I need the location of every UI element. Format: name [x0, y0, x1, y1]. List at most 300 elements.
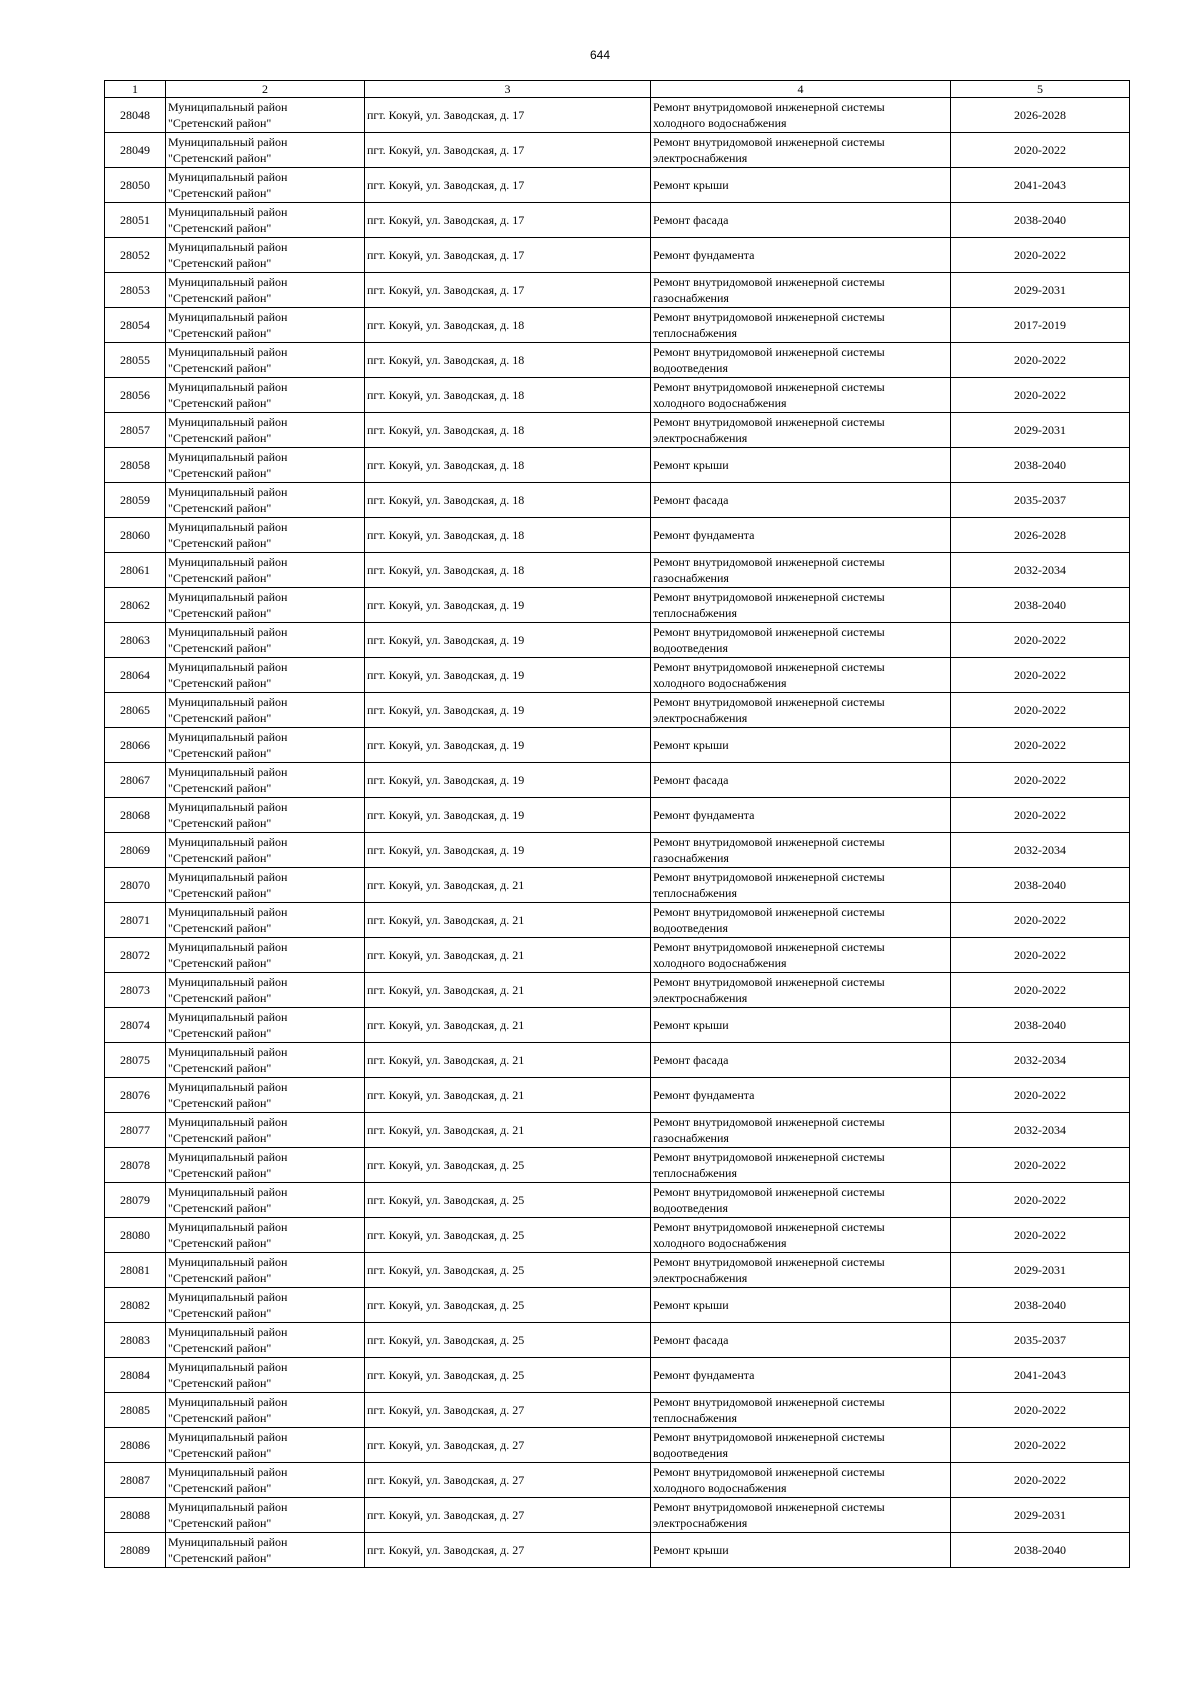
address-cell: пгт. Кокуй, ул. Заводская, д. 18: [365, 413, 651, 448]
work-type-line: Ремонт внутридомовой инженерной системы: [653, 870, 885, 884]
work-type-line: Ремонт внутридомовой инженерной системы: [653, 1255, 885, 1269]
address-cell: пгт. Кокуй, ул. Заводская, д. 19: [365, 798, 651, 833]
district-cell: [166, 98, 365, 133]
district-cell: [166, 1078, 365, 1113]
work-type-line: газоснабжения: [653, 571, 729, 585]
work-type-line: Ремонт внутридомовой инженерной системы: [653, 660, 885, 674]
address-cell: пгт. Кокуй, ул. Заводская, д. 17: [365, 238, 651, 273]
district-cell: [166, 728, 365, 763]
period-cell: 2038-2040: [951, 203, 1130, 238]
district-cell: [166, 273, 365, 308]
table-row: [105, 378, 1130, 413]
period-cell: 2017-2019: [951, 308, 1130, 343]
table-row: [105, 1043, 1130, 1078]
district-cell: [166, 1253, 365, 1288]
row-number-cell: 28058: [105, 448, 166, 483]
work-type-line: Ремонт фасада: [653, 493, 729, 507]
district-line: "Сретенский район": [168, 1306, 272, 1320]
table-row: [105, 448, 1130, 483]
work-type-cell: [651, 273, 951, 308]
period-cell: 2035-2037: [951, 483, 1130, 518]
period-cell: 2020-2022: [951, 378, 1130, 413]
district-line: "Сретенский район": [168, 1271, 272, 1285]
district-cell: [166, 238, 365, 273]
row-number-cell: 28065: [105, 693, 166, 728]
address-cell: пгт. Кокуй, ул. Заводская, д. 21: [365, 1078, 651, 1113]
work-type-line: холодного водоснабжения: [653, 1481, 787, 1495]
work-type-line: Ремонт фасада: [653, 213, 729, 227]
work-type-cell: [651, 203, 951, 238]
table-row: [105, 1113, 1130, 1148]
district-line: "Сретенский район": [168, 641, 272, 655]
table-row: [105, 273, 1130, 308]
row-number-cell: 28067: [105, 763, 166, 798]
address-cell: пгт. Кокуй, ул. Заводская, д. 18: [365, 308, 651, 343]
work-type-line: теплоснабжения: [653, 886, 737, 900]
work-type-line: Ремонт внутридомовой инженерной системы: [653, 625, 885, 639]
address-cell: пгт. Кокуй, ул. Заводская, д. 19: [365, 763, 651, 798]
district-line: Муниципальный район: [168, 1150, 288, 1164]
district-line: "Сретенский район": [168, 186, 272, 200]
district-cell: [166, 308, 365, 343]
work-type-cell: [651, 728, 951, 763]
work-type-line: Ремонт крыши: [653, 1298, 729, 1312]
work-type-cell: [651, 1498, 951, 1533]
work-type-cell: [651, 1323, 951, 1358]
work-type-line: Ремонт внутридомовой инженерной системы: [653, 940, 885, 954]
period-cell: 2020-2022: [951, 1078, 1130, 1113]
district-line: "Сретенский район": [168, 1131, 272, 1145]
work-type-cell: [651, 133, 951, 168]
period-cell: 2041-2043: [951, 168, 1130, 203]
district-cell: [166, 203, 365, 238]
district-line: "Сретенский район": [168, 956, 272, 970]
period-cell: 2020-2022: [951, 728, 1130, 763]
district-line: Муниципальный район: [168, 590, 288, 604]
work-type-cell: [651, 1078, 951, 1113]
table-row: [105, 763, 1130, 798]
district-line: Муниципальный район: [168, 555, 288, 569]
period-cell: 2020-2022: [951, 693, 1130, 728]
work-type-line: Ремонт внутридомовой инженерной системы: [653, 1115, 885, 1129]
work-type-cell: [651, 378, 951, 413]
district-line: "Сретенский район": [168, 256, 272, 270]
district-cell: [166, 553, 365, 588]
work-type-line: Ремонт фасада: [653, 1333, 729, 1347]
district-line: "Сретенский район": [168, 711, 272, 725]
address-cell: пгт. Кокуй, ул. Заводская, д. 21: [365, 938, 651, 973]
district-line: "Сретенский район": [168, 816, 272, 830]
period-cell: 2020-2022: [951, 623, 1130, 658]
work-type-cell: [651, 518, 951, 553]
row-number-cell: 28076: [105, 1078, 166, 1113]
work-type-cell: [651, 798, 951, 833]
table-row: [105, 658, 1130, 693]
work-type-line: Ремонт внутридомовой инженерной системы: [653, 380, 885, 394]
district-cell: [166, 693, 365, 728]
table-row: [105, 1533, 1130, 1568]
district-line: Муниципальный район: [168, 135, 288, 149]
district-line: Муниципальный район: [168, 1500, 288, 1514]
table-row: [105, 98, 1130, 133]
period-cell: 2020-2022: [951, 798, 1130, 833]
table-row: [105, 1498, 1130, 1533]
work-type-line: Ремонт внутридомовой инженерной системы: [653, 1500, 885, 1514]
table-row: [105, 1393, 1130, 1428]
row-number-cell: 28061: [105, 553, 166, 588]
period-cell: 2020-2022: [951, 763, 1130, 798]
work-type-line: газоснабжения: [653, 291, 729, 305]
period-cell: 2020-2022: [951, 903, 1130, 938]
address-cell: пгт. Кокуй, ул. Заводская, д. 25: [365, 1183, 651, 1218]
period-cell: 2020-2022: [951, 133, 1130, 168]
row-number-cell: 28079: [105, 1183, 166, 1218]
work-type-cell: [651, 238, 951, 273]
work-type-line: теплоснабжения: [653, 1411, 737, 1425]
address-cell: пгт. Кокуй, ул. Заводская, д. 17: [365, 168, 651, 203]
work-type-cell: [651, 1358, 951, 1393]
work-type-line: электроснабжения: [653, 151, 748, 165]
period-cell: 2035-2037: [951, 1323, 1130, 1358]
address-cell: пгт. Кокуй, ул. Заводская, д. 18: [365, 343, 651, 378]
district-line: "Сретенский район": [168, 536, 272, 550]
work-type-cell: [651, 1463, 951, 1498]
work-type-line: теплоснабжения: [653, 326, 737, 340]
row-number-cell: 28048: [105, 98, 166, 133]
district-line: Муниципальный район: [168, 695, 288, 709]
work-type-cell: [651, 1183, 951, 1218]
period-cell: 2032-2034: [951, 833, 1130, 868]
row-number-cell: 28088: [105, 1498, 166, 1533]
district-line: "Сретенский район": [168, 921, 272, 935]
row-number-cell: 28082: [105, 1288, 166, 1323]
table-row: [105, 308, 1130, 343]
table-row: [105, 413, 1130, 448]
address-cell: пгт. Кокуй, ул. Заводская, д. 27: [365, 1498, 651, 1533]
work-type-line: холодного водоснабжения: [653, 116, 787, 130]
district-line: "Сретенский район": [168, 1551, 272, 1565]
period-cell: 2029-2031: [951, 273, 1130, 308]
district-line: Муниципальный район: [168, 835, 288, 849]
district-line: Муниципальный район: [168, 310, 288, 324]
work-type-cell: [651, 308, 951, 343]
work-type-line: Ремонт внутридомовой инженерной системы: [653, 1430, 885, 1444]
work-type-cell: [651, 1393, 951, 1428]
table-row: [105, 798, 1130, 833]
work-type-line: электроснабжения: [653, 1271, 748, 1285]
district-cell: [166, 1008, 365, 1043]
address-cell: пгт. Кокуй, ул. Заводская, д. 19: [365, 623, 651, 658]
district-cell: [166, 343, 365, 378]
row-number-cell: 28066: [105, 728, 166, 763]
district-cell: [166, 588, 365, 623]
table-row: [105, 623, 1130, 658]
row-number-cell: 28070: [105, 868, 166, 903]
address-cell: пгт. Кокуй, ул. Заводская, д. 21: [365, 1008, 651, 1043]
table-row: [105, 343, 1130, 378]
address-cell: пгт. Кокуй, ул. Заводская, д. 21: [365, 1113, 651, 1148]
work-type-cell: [651, 658, 951, 693]
work-type-line: Ремонт фундамента: [653, 1368, 755, 1382]
table-row: [105, 1218, 1130, 1253]
work-type-cell: [651, 483, 951, 518]
work-type-line: Ремонт фасада: [653, 773, 729, 787]
work-type-line: электроснабжения: [653, 711, 748, 725]
table-row: [105, 1323, 1130, 1358]
row-number-cell: 28053: [105, 273, 166, 308]
work-type-cell: [651, 448, 951, 483]
work-type-cell: [651, 1533, 951, 1568]
district-line: Муниципальный район: [168, 345, 288, 359]
district-cell: [166, 1148, 365, 1183]
table-row: [105, 903, 1130, 938]
row-number-cell: 28051: [105, 203, 166, 238]
district-line: "Сретенский район": [168, 431, 272, 445]
work-type-line: водоотведения: [653, 641, 728, 655]
row-number-cell: 28073: [105, 973, 166, 1008]
district-line: "Сретенский район": [168, 1376, 272, 1390]
district-line: "Сретенский район": [168, 116, 272, 130]
district-line: "Сретенский район": [168, 151, 272, 165]
work-type-cell: [651, 553, 951, 588]
work-type-cell: [651, 1148, 951, 1183]
table-row: [105, 1428, 1130, 1463]
work-type-cell: [651, 168, 951, 203]
row-number-cell: 28083: [105, 1323, 166, 1358]
work-type-line: теплоснабжения: [653, 1166, 737, 1180]
district-cell: [166, 623, 365, 658]
work-type-line: теплоснабжения: [653, 606, 737, 620]
row-number-cell: 28081: [105, 1253, 166, 1288]
table-row: [105, 483, 1130, 518]
district-line: "Сретенский район": [168, 1236, 272, 1250]
work-type-line: Ремонт внутридомовой инженерной системы: [653, 835, 885, 849]
address-cell: пгт. Кокуй, ул. Заводская, д. 18: [365, 483, 651, 518]
work-type-line: газоснабжения: [653, 851, 729, 865]
district-cell: [166, 518, 365, 553]
district-line: "Сретенский район": [168, 676, 272, 690]
work-type-cell: [651, 1428, 951, 1463]
address-cell: пгт. Кокуй, ул. Заводская, д. 19: [365, 658, 651, 693]
row-number-cell: 28050: [105, 168, 166, 203]
work-type-line: Ремонт внутридомовой инженерной системы: [653, 1150, 885, 1164]
district-line: Муниципальный район: [168, 275, 288, 289]
row-number-cell: 28089: [105, 1533, 166, 1568]
period-cell: 2020-2022: [951, 1183, 1130, 1218]
work-type-line: Ремонт внутридомовой инженерной системы: [653, 1465, 885, 1479]
work-type-line: Ремонт фундамента: [653, 1088, 755, 1102]
period-cell: 2020-2022: [951, 1463, 1130, 1498]
district-line: Муниципальный район: [168, 800, 288, 814]
period-cell: 2038-2040: [951, 588, 1130, 623]
work-type-line: водоотведения: [653, 921, 728, 935]
work-type-line: Ремонт фундамента: [653, 248, 755, 262]
district-line: "Сретенский район": [168, 886, 272, 900]
district-line: Муниципальный район: [168, 1535, 288, 1549]
period-cell: 2029-2031: [951, 1253, 1130, 1288]
work-type-cell: [651, 868, 951, 903]
column-header-1: 1: [105, 81, 166, 98]
work-type-cell: [651, 98, 951, 133]
period-cell: 2038-2040: [951, 1288, 1130, 1323]
period-cell: 2032-2034: [951, 553, 1130, 588]
district-cell: [166, 658, 365, 693]
address-cell: пгт. Кокуй, ул. Заводская, д. 21: [365, 973, 651, 1008]
district-line: Муниципальный район: [168, 1115, 288, 1129]
period-cell: 2029-2031: [951, 1498, 1130, 1533]
address-cell: пгт. Кокуй, ул. Заводская, д. 18: [365, 448, 651, 483]
table-row: [105, 1148, 1130, 1183]
district-cell: [166, 1463, 365, 1498]
address-cell: пгт. Кокуй, ул. Заводская, д. 25: [365, 1253, 651, 1288]
district-cell: [166, 973, 365, 1008]
district-line: "Сретенский район": [168, 781, 272, 795]
district-line: Муниципальный район: [168, 730, 288, 744]
district-line: "Сретенский район": [168, 1481, 272, 1495]
district-line: Муниципальный район: [168, 450, 288, 464]
district-line: "Сретенский район": [168, 1096, 272, 1110]
address-cell: пгт. Кокуй, ул. Заводская, д. 27: [365, 1463, 651, 1498]
row-number-cell: 28063: [105, 623, 166, 658]
row-number-cell: 28075: [105, 1043, 166, 1078]
district-cell: [166, 1358, 365, 1393]
period-cell: 2041-2043: [951, 1358, 1130, 1393]
address-cell: пгт. Кокуй, ул. Заводская, д. 25: [365, 1218, 651, 1253]
district-cell: [166, 1323, 365, 1358]
row-number-cell: 28077: [105, 1113, 166, 1148]
table-row: [105, 168, 1130, 203]
table-row: [105, 973, 1130, 1008]
column-header-2: 2: [166, 81, 365, 98]
table-row: [105, 728, 1130, 763]
period-cell: 2026-2028: [951, 518, 1130, 553]
period-cell: 2038-2040: [951, 1533, 1130, 1568]
work-type-line: холодного водоснабжения: [653, 676, 787, 690]
period-cell: 2026-2028: [951, 98, 1130, 133]
district-line: Муниципальный район: [168, 1080, 288, 1094]
work-type-line: Ремонт внутридомовой инженерной системы: [653, 100, 885, 114]
work-type-line: Ремонт внутридомовой инженерной системы: [653, 415, 885, 429]
work-type-cell: [651, 938, 951, 973]
district-line: Муниципальный район: [168, 870, 288, 884]
address-cell: пгт. Кокуй, ул. Заводская, д. 21: [365, 1043, 651, 1078]
table-row: [105, 553, 1130, 588]
work-type-line: водоотведения: [653, 1201, 728, 1215]
work-type-line: Ремонт внутридомовой инженерной системы: [653, 905, 885, 919]
work-type-line: Ремонт внутридомовой инженерной системы: [653, 1185, 885, 1199]
period-cell: 2032-2034: [951, 1113, 1130, 1148]
row-number-cell: 28072: [105, 938, 166, 973]
row-number-cell: 28062: [105, 588, 166, 623]
work-type-line: Ремонт внутридомовой инженерной системы: [653, 135, 885, 149]
row-number-cell: 28057: [105, 413, 166, 448]
period-cell: 2038-2040: [951, 1008, 1130, 1043]
district-line: Муниципальный район: [168, 240, 288, 254]
row-number-cell: 28049: [105, 133, 166, 168]
address-cell: пгт. Кокуй, ул. Заводская, д. 27: [365, 1533, 651, 1568]
address-cell: пгт. Кокуй, ул. Заводская, д. 25: [365, 1148, 651, 1183]
work-type-line: газоснабжения: [653, 1131, 729, 1145]
district-cell: [166, 1288, 365, 1323]
table-row: [105, 588, 1130, 623]
work-type-cell: [651, 1218, 951, 1253]
district-line: "Сретенский район": [168, 361, 272, 375]
address-cell: пгт. Кокуй, ул. Заводская, д. 18: [365, 553, 651, 588]
row-number-cell: 28068: [105, 798, 166, 833]
row-number-cell: 28059: [105, 483, 166, 518]
header-row: [105, 81, 1130, 98]
district-line: "Сретенский район": [168, 326, 272, 340]
address-cell: пгт. Кокуй, ул. Заводская, д. 27: [365, 1393, 651, 1428]
row-number-cell: 28087: [105, 1463, 166, 1498]
table-row: [105, 693, 1130, 728]
work-type-cell: [651, 903, 951, 938]
period-cell: 2020-2022: [951, 658, 1130, 693]
district-line: Муниципальный район: [168, 170, 288, 184]
table-row: [105, 833, 1130, 868]
row-number-cell: 28080: [105, 1218, 166, 1253]
table-row: [105, 238, 1130, 273]
district-cell: [166, 903, 365, 938]
district-line: Муниципальный район: [168, 940, 288, 954]
district-line: Муниципальный район: [168, 205, 288, 219]
address-cell: пгт. Кокуй, ул. Заводская, д. 25: [365, 1288, 651, 1323]
work-type-line: водоотведения: [653, 361, 728, 375]
address-cell: пгт. Кокуй, ул. Заводская, д. 19: [365, 588, 651, 623]
address-cell: пгт. Кокуй, ул. Заводская, д. 18: [365, 518, 651, 553]
district-cell: [166, 448, 365, 483]
district-cell: [166, 1043, 365, 1078]
district-cell: [166, 1113, 365, 1148]
district-cell: [166, 833, 365, 868]
district-line: "Сретенский район": [168, 1166, 272, 1180]
work-type-line: Ремонт крыши: [653, 458, 729, 472]
district-line: Муниципальный район: [168, 1360, 288, 1374]
district-line: "Сретенский район": [168, 291, 272, 305]
address-cell: пгт. Кокуй, ул. Заводская, д. 27: [365, 1428, 651, 1463]
address-cell: пгт. Кокуй, ул. Заводская, д. 21: [365, 903, 651, 938]
work-type-cell: [651, 623, 951, 658]
address-cell: пгт. Кокуй, ул. Заводская, д. 18: [365, 378, 651, 413]
work-type-line: электроснабжения: [653, 431, 748, 445]
work-type-line: электроснабжения: [653, 991, 748, 1005]
district-line: Муниципальный район: [168, 1395, 288, 1409]
district-line: Муниципальный район: [168, 1430, 288, 1444]
district-cell: [166, 1393, 365, 1428]
work-type-line: Ремонт внутридомовой инженерной системы: [653, 310, 885, 324]
district-cell: [166, 413, 365, 448]
work-type-cell: [651, 1288, 951, 1323]
district-cell: [166, 938, 365, 973]
district-line: "Сретенский район": [168, 1341, 272, 1355]
district-line: Муниципальный район: [168, 1290, 288, 1304]
column-header-4: 4: [651, 81, 951, 98]
address-cell: пгт. Кокуй, ул. Заводская, д. 17: [365, 203, 651, 238]
work-type-line: Ремонт фундамента: [653, 528, 755, 542]
row-number-cell: 28052: [105, 238, 166, 273]
work-type-cell: [651, 763, 951, 798]
row-number-cell: 28086: [105, 1428, 166, 1463]
table-row: [105, 1078, 1130, 1113]
district-cell: [166, 798, 365, 833]
district-line: Муниципальный район: [168, 415, 288, 429]
district-line: "Сретенский район": [168, 746, 272, 760]
work-type-cell: [651, 1113, 951, 1148]
table-row: [105, 1463, 1130, 1498]
period-cell: 2029-2031: [951, 413, 1130, 448]
period-cell: 2020-2022: [951, 1428, 1130, 1463]
district-cell: [166, 1183, 365, 1218]
